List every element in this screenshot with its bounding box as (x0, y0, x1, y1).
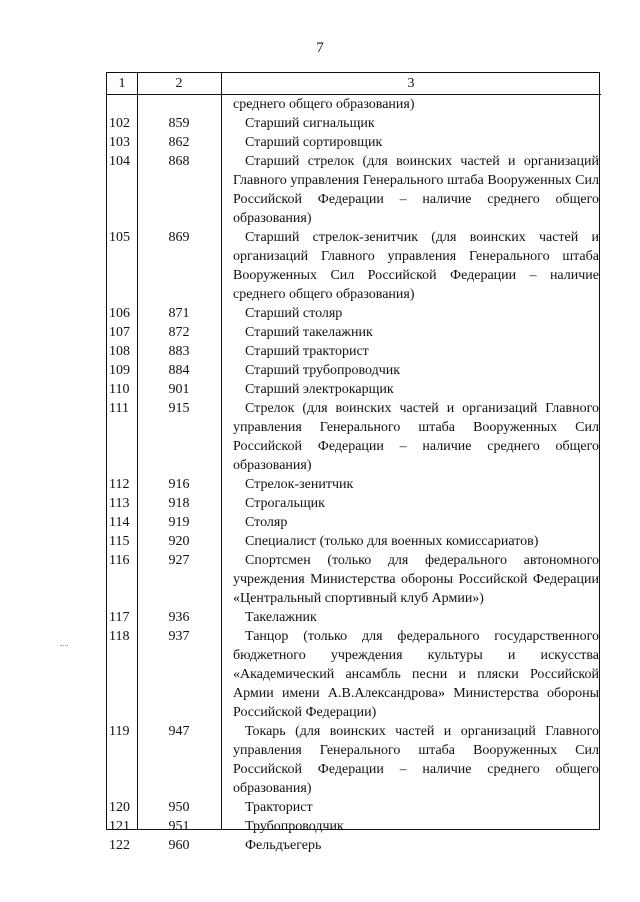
profession-code: 951 (168, 819, 190, 834)
profession-name: Стрелок-зенитчик (245, 477, 354, 492)
profession-code: 871 (168, 306, 190, 321)
profession-name: Танцор (только для федерального государственного бюджетного учреждения культуры и искусства «Академический ансамбль песни и пляски Российской Армии имени А.В.Александрова» Министерства обороны Российской Федерации) (233, 629, 599, 720)
profession-name: Токарь (для воинских частей и организаций Главного управления Генерального штаба Вооруженных Сил Российской Федерации – наличие среднего общего образования) (233, 724, 599, 796)
profession-name: Старший стрелок-зенитчик (для воинских частей и организаций Главного управления Генерального штаба Вооруженных Сил Российской Федерации – наличие среднего общего образования) (233, 230, 599, 302)
row-number: 106 (109, 306, 130, 321)
profession-name: Строгальщик (245, 496, 325, 511)
profession-name: Специалист (только для военных комиссариатов) (245, 534, 539, 549)
table-row (107, 627, 601, 722)
row-number: 105 (109, 230, 130, 245)
profession-code: 862 (168, 135, 190, 150)
profession-name: Старший электрокарщик (245, 382, 394, 397)
table-row (107, 817, 601, 836)
table-row (107, 608, 601, 627)
profession-name: Фельдъегерь (245, 838, 322, 853)
profession-code: 872 (168, 325, 190, 340)
table-row (107, 304, 601, 323)
table-row (107, 133, 601, 152)
row-number: 115 (109, 534, 130, 549)
row-number: 116 (109, 553, 130, 568)
table-header-row (107, 73, 601, 95)
table-row (107, 532, 601, 551)
profession-name: Старший стрелок (для воинских частей и организаций Главного управления Генерального штаба Вооруженных Сил Российской Федерации – наличие среднего общего образования) (233, 154, 599, 226)
header-col-1: 1 (118, 76, 126, 91)
row-number: 121 (109, 819, 130, 834)
continuation-text: среднего общего образования) (233, 97, 415, 112)
table-row (107, 836, 601, 855)
table-row (107, 114, 601, 133)
row-number: 111 (109, 401, 129, 416)
row-number: 107 (109, 325, 130, 340)
profession-code: 884 (168, 363, 190, 378)
row-number: 112 (109, 477, 130, 492)
table-row (107, 152, 601, 228)
profession-code: 936 (168, 610, 190, 625)
profession-code: 901 (168, 382, 190, 397)
profession-code: 919 (168, 515, 190, 530)
profession-code: 916 (168, 477, 190, 492)
profession-name: Тракторист (245, 800, 313, 815)
row-number: 119 (109, 724, 130, 739)
row-number: 114 (109, 515, 130, 530)
row-number: 120 (109, 800, 130, 815)
profession-name: Спортсмен (только для федерального автономного учреждения Министерства обороны Российской Федерации «Центральный спортивный клуб Армии») (233, 553, 599, 606)
table-row (107, 551, 601, 608)
profession-name: Столяр (245, 515, 288, 530)
profession-code: 918 (168, 496, 190, 511)
table-row (107, 342, 601, 361)
page-number: 7 (316, 40, 324, 56)
table-row (107, 513, 601, 532)
profession-code: 869 (168, 230, 190, 245)
profession-name: Старший сортировщик (245, 135, 383, 150)
profession-code: 947 (168, 724, 190, 739)
profession-name: Старший такелажник (245, 325, 373, 340)
profession-code: 960 (168, 838, 190, 853)
profession-code: 859 (168, 116, 190, 131)
profession-name: Старший сигнальщик (245, 116, 375, 131)
row-number: 110 (109, 382, 130, 397)
table-row (107, 361, 601, 380)
profession-name: Старший столяр (245, 306, 343, 321)
table-row (107, 494, 601, 513)
table-row (107, 380, 601, 399)
profession-code: 927 (168, 553, 190, 568)
table-row (107, 228, 601, 304)
profession-name: Стрелок (для воинских частей и организаций Главного управления Генерального штаба Вооруженных Сил Российской Федерации – наличие среднего общего образования) (233, 401, 599, 473)
row-number: 117 (109, 610, 130, 625)
profession-code: 920 (168, 534, 190, 549)
profession-code: 950 (168, 800, 190, 815)
row-number: 108 (109, 344, 130, 359)
profession-code: 868 (168, 154, 190, 169)
row-number: 122 (109, 838, 130, 853)
row-number: 113 (109, 496, 130, 511)
row-number: 109 (109, 363, 130, 378)
table-row (107, 798, 601, 817)
row-number: 103 (109, 135, 130, 150)
table-body (107, 95, 601, 855)
professions-table (106, 72, 600, 853)
profession-code: 883 (168, 344, 190, 359)
header-col-2: 2 (175, 76, 183, 91)
row-number: 102 (109, 116, 130, 131)
continuation-row (107, 95, 601, 114)
table-row (107, 323, 601, 342)
profession-name: Старший трубопроводчик (245, 363, 401, 378)
margin-mark (60, 645, 68, 647)
table-row (107, 475, 601, 494)
profession-name: Такелажник (245, 610, 317, 625)
row-number: 104 (109, 154, 130, 169)
profession-name: Трубопроводчик (245, 819, 344, 834)
header-col-3: 3 (407, 76, 415, 91)
profession-name: Старший тракторист (245, 344, 369, 359)
profession-code: 915 (168, 401, 190, 416)
table-row (107, 399, 601, 475)
profession-code: 937 (168, 629, 190, 644)
row-number: 118 (109, 629, 130, 644)
table-row (107, 722, 601, 798)
